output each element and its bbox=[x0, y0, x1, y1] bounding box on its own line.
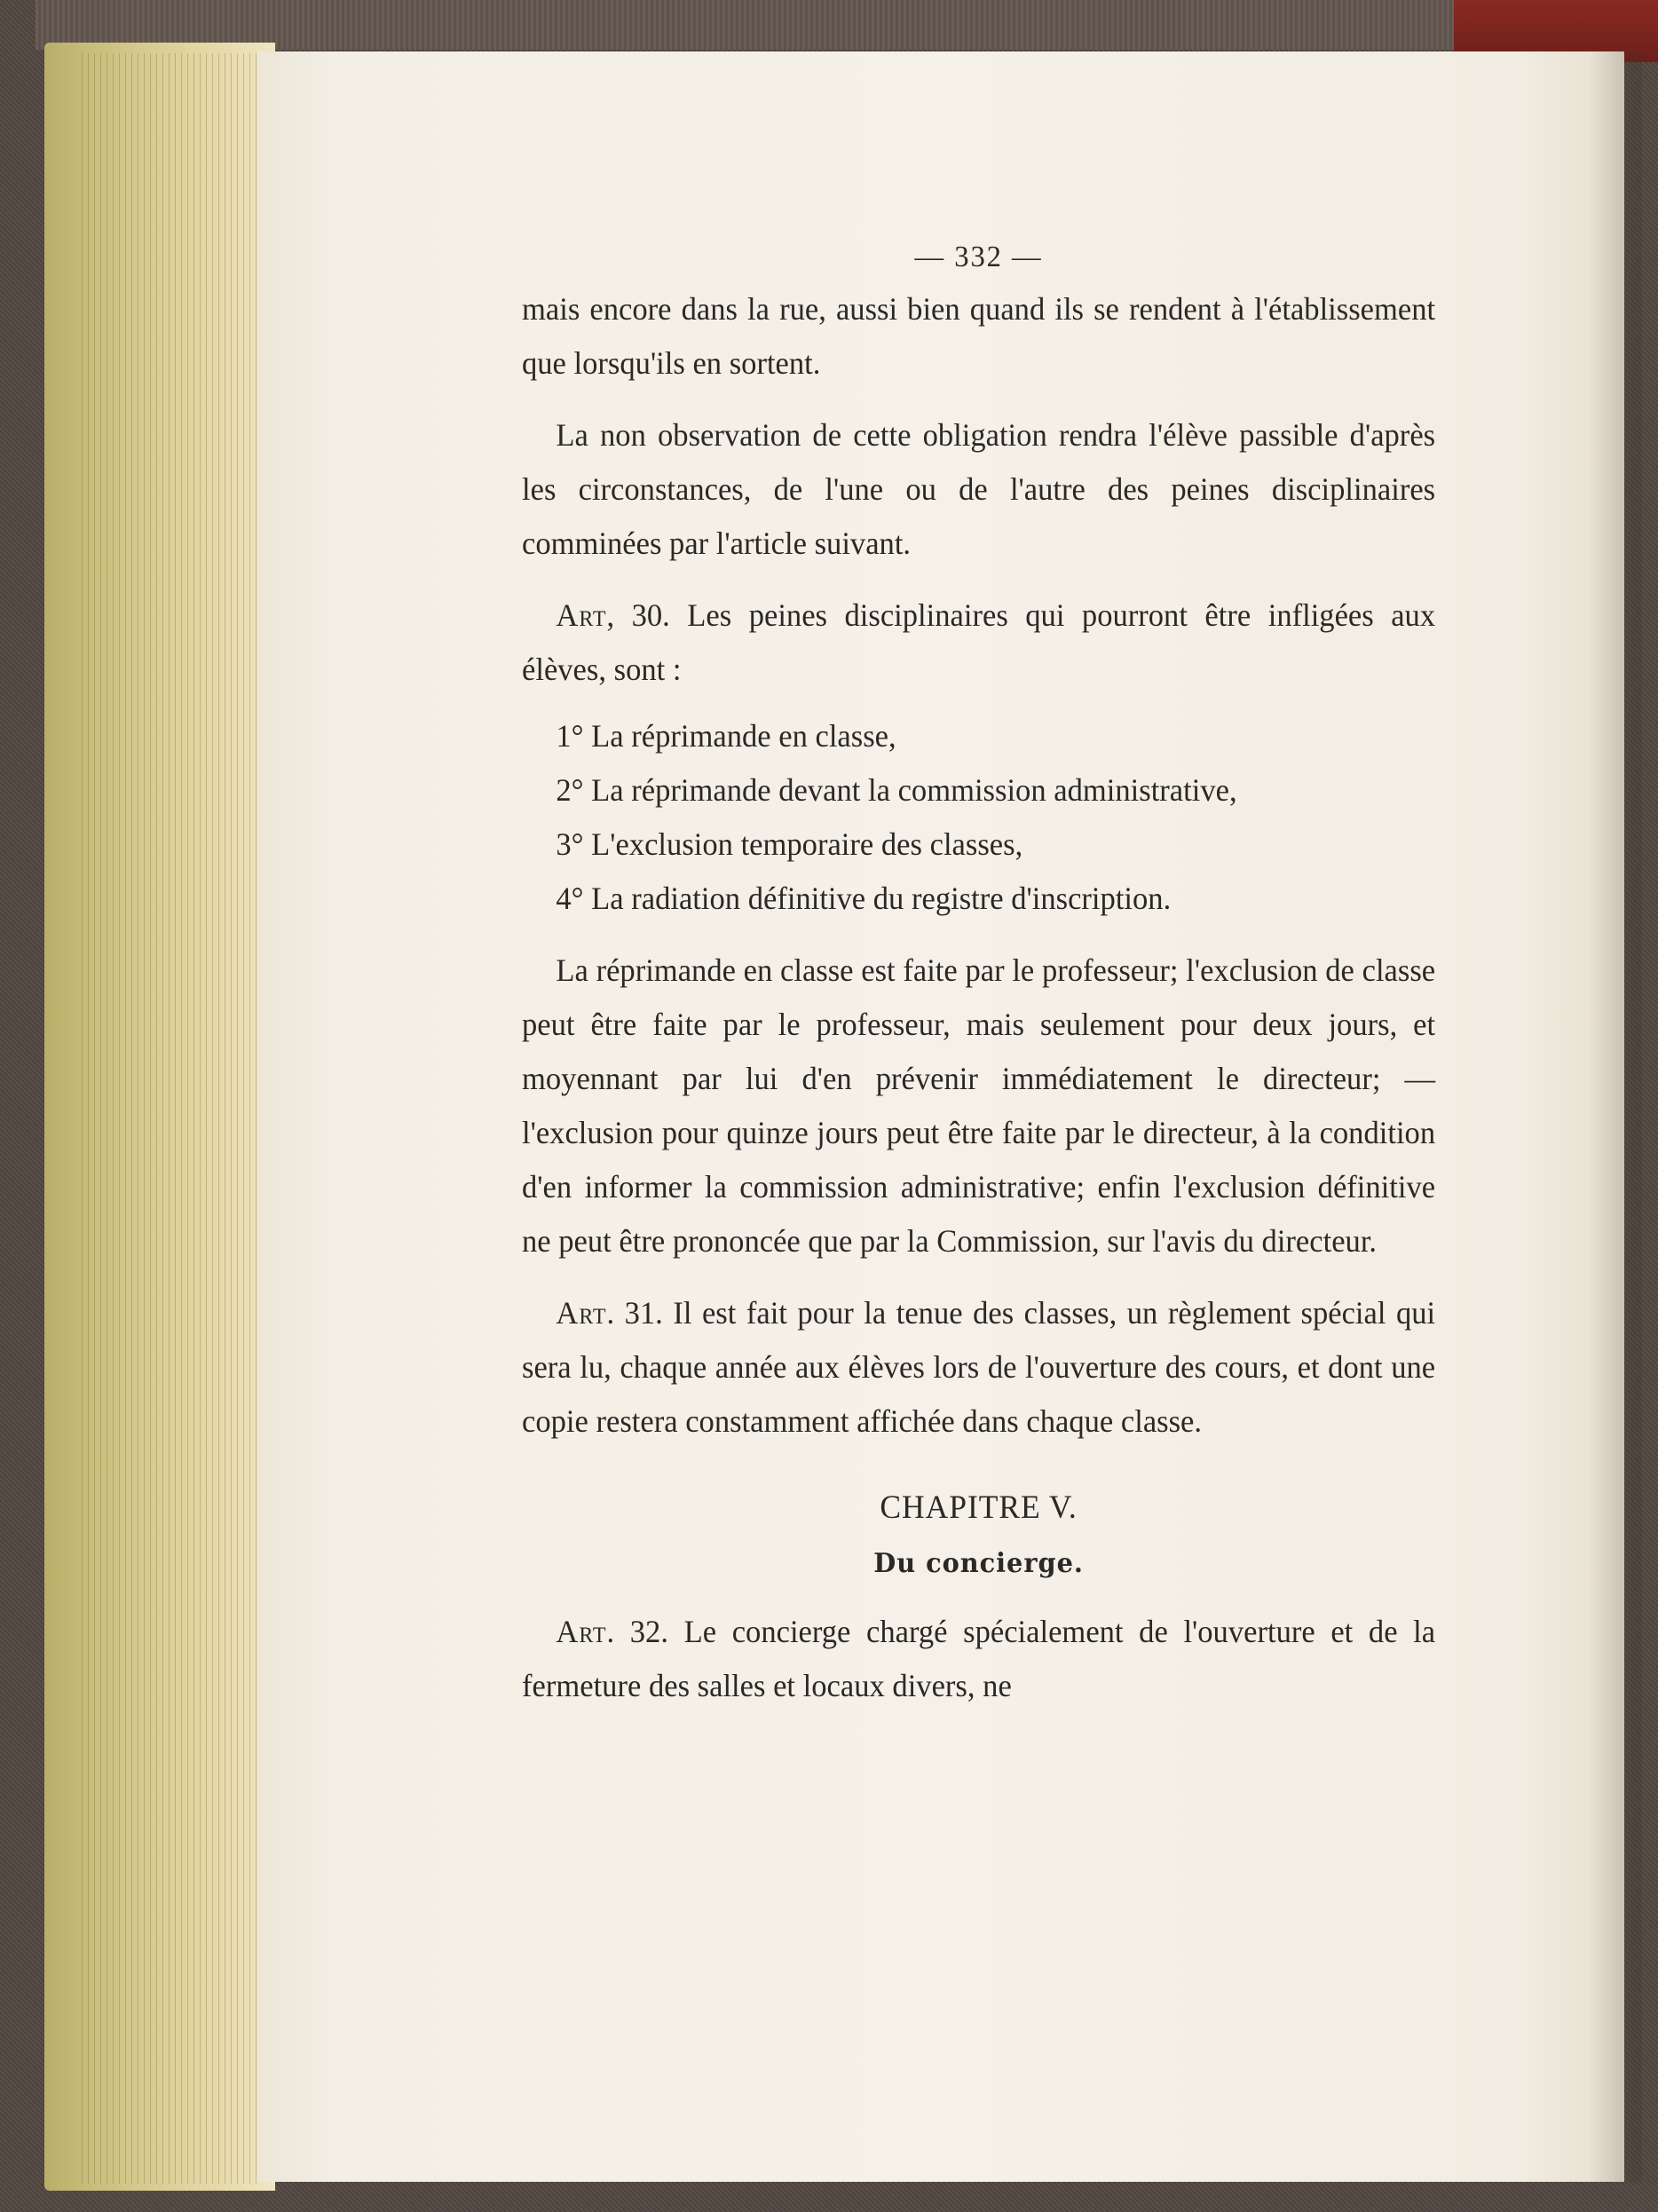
paragraph-reprimand: La réprimande en classe est faite par le professeur; l'exclusion de classe peut être faite par le professeur, mais seulement pour deux jours, et moyennant par lui d'en prévenir immédiatement le directeur; — l'exclusion pour quinze jours peut être faite par le directeur, à la condition d'en informer la commission administrative; enfin l'exclusion définitive ne peut être prononcée que par la Commission, sur l'avis du directeur. bbox=[522, 952, 1436, 1259]
article-31 bbox=[522, 1286, 1435, 1449]
page-block-lines bbox=[82, 53, 259, 2184]
page-number: — 332 — bbox=[914, 241, 1043, 273]
page-text bbox=[522, 240, 1435, 1713]
cover-top-edge bbox=[36, 0, 1658, 50]
chapter-title: CHAPITRE V. bbox=[880, 1489, 1078, 1526]
penalties-list bbox=[522, 709, 1435, 926]
article-32-label: Art bbox=[556, 1614, 607, 1649]
paragraph-obligation: La non observation de cette obligation rendra l'élève passible d'après les circonstances, de l'une ou de l'autre des peines disciplinaires comminées par l'article suivant. bbox=[522, 417, 1436, 561]
list-item: 1° La réprimande en classe, bbox=[556, 718, 896, 754]
article-32 bbox=[522, 1605, 1435, 1713]
article-30-text: Les peines disciplinaires qui pourront être infligées aux élèves, sont : bbox=[522, 597, 1436, 687]
article-31-label: Art bbox=[556, 1295, 607, 1331]
article-31-text: Il est fait pour la tenue des classes, un règlement spécial qui sera lu, chaque année aux élèves lors de l'ouverture des cours, et dont une copie restera constamment affichée dans chaque classe. bbox=[522, 1295, 1436, 1439]
article-30-label: Art bbox=[556, 597, 607, 633]
article-31-number: . 31. bbox=[606, 1295, 663, 1331]
page-gutter-shadow bbox=[1589, 51, 1642, 2182]
section-title: Du concierge. bbox=[873, 1548, 1084, 1579]
article-32-text: Le concierge chargé spécialement de l'ouverture et de la fermeture des salles et locaux divers, ne bbox=[522, 1614, 1436, 1703]
article-30 bbox=[522, 589, 1435, 697]
list-item: 2° La réprimande devant la commission administrative, bbox=[556, 772, 1237, 808]
paragraph-continuation: mais encore dans la rue, aussi bien quand ils se rendent à l'établissement que lorsqu'ils en sortent. bbox=[522, 291, 1436, 381]
list-item: 3° L'exclusion temporaire des classes, bbox=[556, 826, 1023, 862]
article-30-number: , 30. bbox=[606, 597, 670, 633]
list-item: 4° La radiation définitive du registre d'inscription. bbox=[556, 881, 1172, 916]
article-32-number: . 32. bbox=[606, 1614, 668, 1649]
